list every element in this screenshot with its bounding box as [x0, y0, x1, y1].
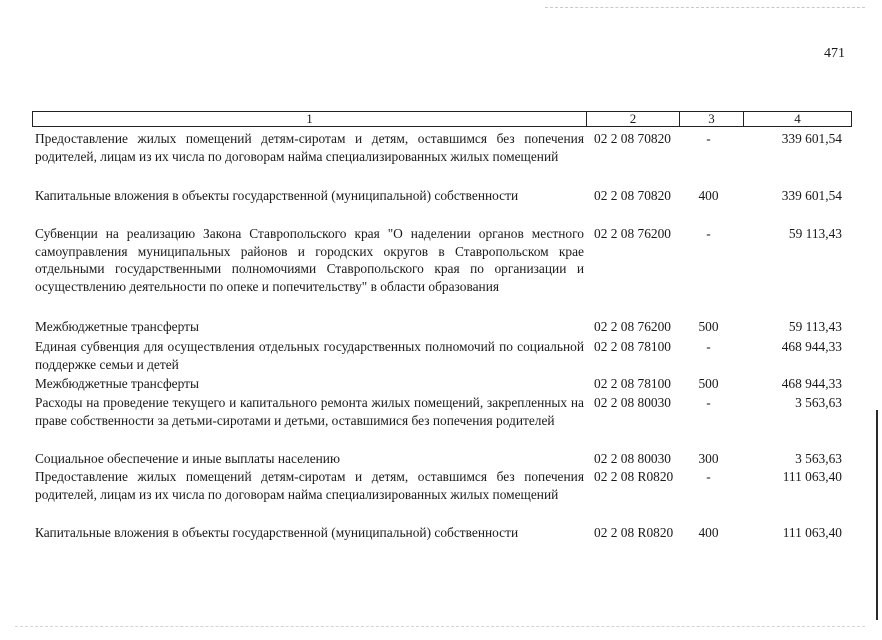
page-number: 471 [824, 46, 845, 61]
row-expense-type: - [706, 131, 711, 146]
row-amount: 468 944,33 [781, 339, 842, 354]
row-code: 02 2 08 76200 [594, 319, 671, 334]
row-description: Единая субвенция для осуществления отдельных государственных полномочий по социальной поддержке семьи и детей [35, 339, 584, 372]
column-header-2: 2 [587, 112, 680, 127]
column-header-table [32, 111, 852, 127]
row-code: 02 2 08 78100 [594, 339, 671, 354]
row-amount: 3 563,63 [795, 451, 842, 466]
row-expense-type: - [706, 339, 711, 354]
row-expense-type: 400 [698, 188, 719, 203]
row-expense-type: 400 [698, 525, 719, 540]
row-description: Капитальные вложения в объекты государственной (муниципальной) собственности [35, 525, 519, 540]
row-amount: 59 113,43 [788, 226, 842, 241]
row-description: Капитальные вложения в объекты государственной (муниципальной) собственности [35, 188, 519, 203]
row-description: Социальное обеспечение и иные выплаты населению [35, 451, 340, 466]
row-description: Расходы на проведение текущего и капитального ремонта жилых помещений, закрепленных на праве собственности за детьми-сиротами и детьми, оставшимися без попечения родителей [35, 395, 584, 428]
row-code: 02 2 08 70820 [594, 188, 671, 203]
row-expense-type: - [706, 226, 711, 241]
row-description: Межбюджетные трансферты [35, 376, 199, 391]
row-expense-type: - [706, 395, 711, 410]
row-expense-type: - [706, 469, 711, 484]
row-expense-type: 300 [698, 451, 719, 466]
row-code: 02 2 08 80030 [594, 395, 671, 410]
row-amount: 468 944,33 [781, 376, 842, 391]
column-header-4: 4 [744, 112, 852, 127]
column-header-row [33, 112, 852, 127]
row-amount: 111 063,40 [782, 469, 842, 484]
row-description: Межбюджетные трансферты [35, 319, 199, 334]
row-description: Субвенции на реализацию Закона Ставропольского края "О наделении органов местного самоуправления муниципальных районов и городских округов в Ставропольском крае отдельными государственными полномочиями Ставропольского края по организации и осуществлению деятельности по опеке и попечительству" в области образования [35, 226, 584, 294]
scan-artifact-bottom [15, 626, 865, 627]
scan-artifact-top [545, 7, 865, 8]
row-code: 02 2 08 R0820 [594, 469, 674, 484]
scan-edge-shadow [876, 410, 878, 620]
row-amount: 339 601,54 [781, 131, 842, 146]
row-code: 02 2 08 R0820 [594, 525, 674, 540]
row-code: 02 2 08 78100 [594, 376, 671, 391]
column-header-1: 1 [33, 112, 587, 127]
row-code: 02 2 08 70820 [594, 131, 671, 146]
row-description: Предоставление жилых помещений детям-сиротам и детям, оставшимся без попечения родителей, лицам из их числа по договорам найма специализированных жилых помещений [35, 131, 584, 164]
row-amount: 3 563,63 [795, 395, 842, 410]
row-amount: 111 063,40 [782, 525, 842, 540]
row-code: 02 2 08 80030 [594, 451, 671, 466]
row-amount: 339 601,54 [781, 188, 842, 203]
row-amount: 59 113,43 [788, 319, 842, 334]
row-expense-type: 500 [698, 376, 719, 391]
row-description: Предоставление жилых помещений детям-сиротам и детям, оставшимся без попечения родителей, лицам из их числа по договорам найма специализированных жилых помещений [35, 469, 584, 502]
row-expense-type: 500 [698, 319, 719, 334]
column-header-3: 3 [680, 112, 744, 127]
row-code: 02 2 08 76200 [594, 226, 671, 241]
